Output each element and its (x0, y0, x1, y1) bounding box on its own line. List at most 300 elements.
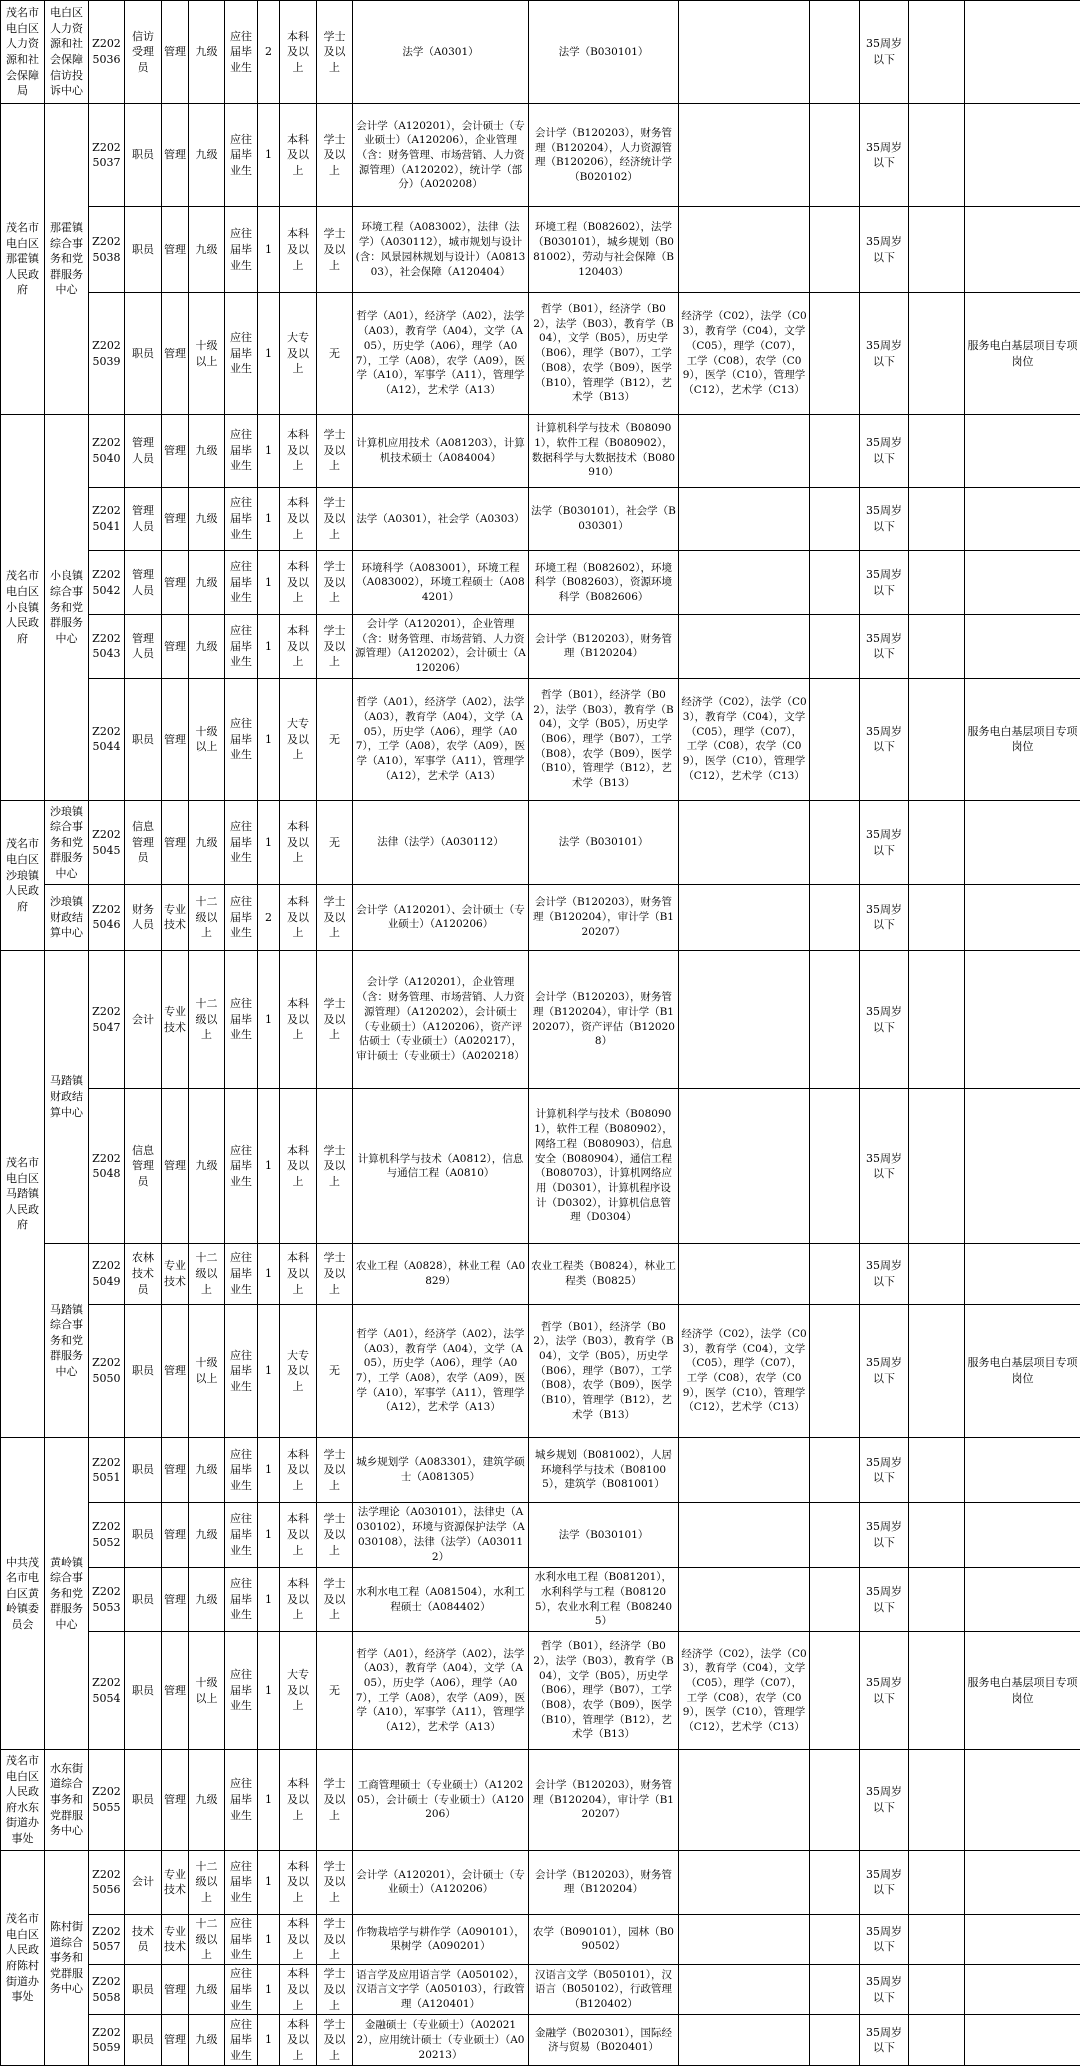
table-cell (810, 487, 860, 551)
table-cell (679, 2015, 810, 2066)
table-cell: 管理 (162, 551, 189, 615)
table-row (1, 1632, 1080, 1749)
table-cell: Z2025059 (89, 2015, 125, 2066)
table-cell: Z2025054 (89, 1632, 125, 1749)
table-cell (909, 293, 965, 414)
table-cell: 农业工程类（B0824），林业工程类（B0825） (529, 1244, 679, 1305)
table-cell (909, 1567, 965, 1632)
table-cell: 1 (258, 1304, 280, 1438)
table-cell: 环境工程（B082602），环境科学（B082603），资源环境科学（B082606） (529, 551, 679, 615)
table-cell: 金融学（B020301），国际经济与贸易（B020401） (529, 2015, 679, 2066)
table-cell: 会计学（A120201），企业管理（含：财务管理、市场营销、人力资源管理）（A120202），会计硕士（专业硕士）（A120206），资产评估硕士（专业硕士）（A020217），审计硕士（专业硕士）（A020218） (353, 950, 529, 1089)
table-cell: 1 (258, 1965, 280, 2015)
table-cell: 35周岁以下 (860, 414, 909, 487)
table-cell: 会计学（B120203），财务管理（B120204），审计学（B120207） (529, 885, 679, 951)
table-cell: 应往届毕业生 (225, 1304, 258, 1438)
table-cell: 学士及以上 (317, 414, 353, 487)
table-cell (965, 1438, 1080, 1503)
table-cell: 茂名市电白区那霍镇人民政府 (1, 104, 45, 415)
table-cell: 职员 (125, 1749, 162, 1850)
table-cell: 本科及以上 (280, 414, 317, 487)
table-cell: Z2025058 (89, 1965, 125, 2015)
table-row (1, 1965, 1080, 2015)
table-cell: 本科及以上 (280, 207, 317, 293)
table-cell: 35周岁以下 (860, 801, 909, 885)
table-cell: 环境科学（A083001），环境工程（A083002），环境工程硕士（A084201） (353, 551, 529, 615)
table-cell: 那霍镇综合事务和党群服务中心 (45, 104, 89, 415)
table-cell: 九级 (189, 1965, 225, 2015)
table-cell: 农业工程（A0828），林业工程（A0829） (353, 1244, 529, 1305)
table-cell (810, 1503, 860, 1568)
table-row (1, 1304, 1080, 1438)
table-cell: 35周岁以下 (860, 293, 909, 414)
table-cell: 35周岁以下 (860, 104, 909, 207)
table-cell (810, 1089, 860, 1244)
table-cell (679, 1438, 810, 1503)
table-cell: 应往届毕业生 (225, 885, 258, 951)
table-cell: 管理 (162, 104, 189, 207)
table-cell: 本科及以上 (280, 1, 317, 104)
table-cell: 无 (317, 678, 353, 800)
table-cell: 1 (258, 678, 280, 800)
table-cell: 应往届毕业生 (225, 207, 258, 293)
table-cell: 服务电白基层项目专项岗位 (965, 293, 1080, 414)
table-cell (810, 1244, 860, 1305)
table-cell (965, 1089, 1080, 1244)
table-cell (909, 1503, 965, 1568)
table-cell: 计算机科学与技术（A0812），信息与通信工程（A0810） (353, 1089, 529, 1244)
table-cell (679, 414, 810, 487)
table-cell: 1 (258, 1632, 280, 1749)
table-cell (810, 950, 860, 1089)
table-cell: 本科及以上 (280, 487, 317, 551)
table-cell: 会计学（A120201），会计硕士（专业硕士）（A120206），企业管理（含：财务管理、市场营销、人力资源管理）（A120202），统计学（部分）（A020208） (353, 104, 529, 207)
table-row (1, 614, 1080, 678)
table-cell: 1 (258, 1914, 280, 1964)
table-row (1, 1503, 1080, 1568)
table-cell: 本科及以上 (280, 1914, 317, 1964)
table-cell: 专业技术 (162, 950, 189, 1089)
table-cell: Z2025057 (89, 1914, 125, 1964)
table-cell (909, 2015, 965, 2066)
table-cell: 马踏镇财政结算中心 (45, 950, 89, 1243)
table-cell: 沙琅镇财政结算中心 (45, 885, 89, 951)
table-cell (965, 1244, 1080, 1305)
table-cell: 35周岁以下 (860, 1, 909, 104)
table-cell: 会计学（B120203），财务管理（B120204） (529, 1850, 679, 1914)
table-cell: 35周岁以下 (860, 1632, 909, 1749)
table-cell: 职员 (125, 104, 162, 207)
table-cell: 2 (258, 1, 280, 104)
table-cell: 学士及以上 (317, 487, 353, 551)
table-cell: Z2025042 (89, 551, 125, 615)
table-cell: 技术员 (125, 1914, 162, 1964)
table-cell (810, 1914, 860, 1964)
table-cell: 陈村街道综合事务和党群服务中心 (45, 1850, 89, 2065)
table-cell: 应往届毕业生 (225, 1438, 258, 1503)
table-row (1, 1438, 1080, 1503)
table-cell (679, 1965, 810, 2015)
table-cell (909, 1914, 965, 1964)
table-cell (679, 1089, 810, 1244)
table-cell: 汉语言文学（B050101），汉语言（B050102），行政管理（B120402） (529, 1965, 679, 2015)
table-cell: 1 (258, 950, 280, 1089)
table-cell: 会计 (125, 1850, 162, 1914)
table-cell: 管理 (162, 1438, 189, 1503)
table-cell (909, 551, 965, 615)
table-cell: 无 (317, 1304, 353, 1438)
table-cell: 35周岁以下 (860, 487, 909, 551)
table-cell: 应往届毕业生 (225, 1914, 258, 1964)
table-cell: 1 (258, 801, 280, 885)
table-cell: 法学（B030101），社会学（B030301） (529, 487, 679, 551)
table-cell (965, 1503, 1080, 1568)
table-cell: Z2025039 (89, 293, 125, 414)
table-row (1, 104, 1080, 207)
table-cell: 学士及以上 (317, 551, 353, 615)
table-cell: 学士及以上 (317, 1965, 353, 2015)
table-cell: 35周岁以下 (860, 551, 909, 615)
table-cell: 会计学（B120203），财务管理（B120204），审计学（B120207），资产评估（B120208） (529, 950, 679, 1089)
table-cell: 茂名市电白区小良镇人民政府 (1, 414, 45, 800)
table-cell: 九级 (189, 801, 225, 885)
table-cell: 学士及以上 (317, 1244, 353, 1305)
table-cell: 应往届毕业生 (225, 950, 258, 1089)
table-cell: 学士及以上 (317, 1749, 353, 1850)
table-cell: 茂名市电白区人民政府陈村街道办事处 (1, 1850, 45, 2065)
table-cell: Z2025043 (89, 614, 125, 678)
table-cell: 应往届毕业生 (225, 1632, 258, 1749)
table-cell (810, 414, 860, 487)
table-cell: 无 (317, 1632, 353, 1749)
table-cell (965, 487, 1080, 551)
table-cell (679, 1850, 810, 1914)
table-cell: 专业技术 (162, 1244, 189, 1305)
table-cell: 农林技术员 (125, 1244, 162, 1305)
table-cell: 应往届毕业生 (225, 2015, 258, 2066)
table-cell: 1 (258, 2015, 280, 2066)
table-cell: 计算机应用技术（A081203），计算机技术硕士（A084004） (353, 414, 529, 487)
table-cell: 马踏镇综合事务和党群服务中心 (45, 1244, 89, 1438)
table-cell (909, 614, 965, 678)
table-cell: 会计学（B120203），财务管理（B120204），审计学（B120207） (529, 1749, 679, 1850)
table-cell (810, 1438, 860, 1503)
table-cell: 应往届毕业生 (225, 551, 258, 615)
table-cell: 十二级以上 (189, 1850, 225, 1914)
table-cell: 经济学（C02），法学（C03），教育学（C04），文学（C05），理学（C07），工学（C08），农学（C09），医学（C10），管理学（C12），艺术学（C13） (679, 1304, 810, 1438)
table-cell (679, 1, 810, 104)
table-cell: 应往届毕业生 (225, 104, 258, 207)
table-cell: 茂名市电白区沙琅镇人民政府 (1, 801, 45, 951)
table-cell (679, 551, 810, 615)
table-cell (965, 551, 1080, 615)
table-row (1, 1, 1080, 104)
table-cell: 服务电白基层项目专项岗位 (965, 678, 1080, 800)
table-cell: 茂名市电白区人民政府水东街道办事处 (1, 1749, 45, 1850)
table-cell: Z2025044 (89, 678, 125, 800)
table-cell: 1 (258, 293, 280, 414)
table-cell (909, 487, 965, 551)
table-cell: 学士及以上 (317, 885, 353, 951)
table-cell: 35周岁以下 (860, 1749, 909, 1850)
table-cell: 大专及以上 (280, 1304, 317, 1438)
table-cell (909, 207, 965, 293)
table-cell (679, 801, 810, 885)
table-cell: 九级 (189, 1089, 225, 1244)
table-row (1, 950, 1080, 1089)
table-cell: 35周岁以下 (860, 885, 909, 951)
table-row (1, 885, 1080, 951)
table-row (1, 1914, 1080, 1964)
table-cell: 35周岁以下 (860, 1503, 909, 1568)
table-cell (909, 1850, 965, 1914)
table-cell: 管理 (162, 1089, 189, 1244)
table-cell (909, 104, 965, 207)
table-row (1, 293, 1080, 414)
table-cell (679, 1503, 810, 1568)
table-cell: 35周岁以下 (860, 2015, 909, 2066)
table-cell: 信访受理员 (125, 1, 162, 104)
table-cell (679, 1244, 810, 1305)
table-cell: 1 (258, 551, 280, 615)
table-cell: 法学（B030101） (529, 1, 679, 104)
table-cell: Z2025046 (89, 885, 125, 951)
table-cell: 计算机科学与技术（B080901），软件工程（B080902），网络工程（B080903），信息安全（B080904），通信工程（B080703），计算机网络应用（D0301），计算机程序设计（D0302），计算机信息管理（D0304） (529, 1089, 679, 1244)
table-cell: 管理 (162, 487, 189, 551)
table-cell (965, 1914, 1080, 1964)
table-cell: 35周岁以下 (860, 207, 909, 293)
table-cell (679, 104, 810, 207)
table-cell: 1 (258, 1567, 280, 1632)
table-cell: 35周岁以下 (860, 1089, 909, 1244)
table-cell: 管理 (162, 414, 189, 487)
table-cell: 35周岁以下 (860, 614, 909, 678)
table-cell: 职员 (125, 2015, 162, 2066)
table-cell: 学士及以上 (317, 207, 353, 293)
table-cell (679, 1749, 810, 1850)
table-cell: Z2025053 (89, 1567, 125, 1632)
table-cell (810, 104, 860, 207)
table-cell (810, 1632, 860, 1749)
table-cell (810, 1567, 860, 1632)
table-cell: 管理 (162, 678, 189, 800)
table-cell: 本科及以上 (280, 2015, 317, 2066)
table-cell: 1 (258, 1749, 280, 1850)
table-cell: 九级 (189, 487, 225, 551)
table-cell: 管理 (162, 1, 189, 104)
table-cell (909, 678, 965, 800)
table-cell: 专业技术 (162, 1850, 189, 1914)
table-cell: Z2025045 (89, 801, 125, 885)
table-cell: 本科及以上 (280, 1749, 317, 1850)
table-cell (810, 207, 860, 293)
table-cell: 专业技术 (162, 885, 189, 951)
table-cell: 学士及以上 (317, 1089, 353, 1244)
table-cell: 计算机科学与技术（B080901），软件工程（B080902），数据科学与大数据技术（B080910） (529, 414, 679, 487)
table-cell: 十二级以上 (189, 950, 225, 1089)
table-cell (965, 1567, 1080, 1632)
table-cell: 管理人员 (125, 614, 162, 678)
table-cell (810, 1304, 860, 1438)
table-cell: 九级 (189, 1438, 225, 1503)
table-cell: 管理 (162, 1965, 189, 2015)
table-cell: 会计学（A120201），企业管理（含：财务管理、市场营销、人力资源管理）（A120202），会计硕士（A120206） (353, 614, 529, 678)
table-cell: Z2025038 (89, 207, 125, 293)
table-cell: 九级 (189, 2015, 225, 2066)
table-cell (679, 487, 810, 551)
table-row (1, 1244, 1080, 1305)
table-cell: 大专及以上 (280, 678, 317, 800)
table-cell: 管理 (162, 1304, 189, 1438)
table-cell: 本科及以上 (280, 1965, 317, 2015)
table-cell: 1 (258, 1244, 280, 1305)
table-cell: 十级以上 (189, 293, 225, 414)
table-cell: 管理 (162, 1567, 189, 1632)
table-cell (965, 1749, 1080, 1850)
table-cell (810, 293, 860, 414)
table-cell: 法学（A0301） (353, 1, 529, 104)
table-cell: 学士及以上 (317, 1914, 353, 1964)
table-cell (965, 1850, 1080, 1914)
table-cell: 职员 (125, 1567, 162, 1632)
table-cell: 学士及以上 (317, 2015, 353, 2066)
table-cell: 小良镇综合事务和党群服务中心 (45, 414, 89, 800)
table-cell (909, 1749, 965, 1850)
table-row (1, 207, 1080, 293)
table-cell: 应往届毕业生 (225, 1503, 258, 1568)
table-cell: 管理人员 (125, 551, 162, 615)
table-cell (909, 1, 965, 104)
table-cell: 职员 (125, 1304, 162, 1438)
table-cell: 本科及以上 (280, 950, 317, 1089)
table-cell: 应往届毕业生 (225, 1089, 258, 1244)
table-cell: 35周岁以下 (860, 1567, 909, 1632)
table-cell: Z2025056 (89, 1850, 125, 1914)
table-cell (810, 1749, 860, 1850)
table-cell: 本科及以上 (280, 1503, 317, 1568)
table-cell: 十级以上 (189, 1304, 225, 1438)
table-cell: 哲学（B01），经济学（B02），法学（B03），教育学（B04），文学（B05），历史学（B06），理学（B07），工学（B08），农学（B09），医学（B10），管理学（B12），艺术学（B13） (529, 678, 679, 800)
table-cell (679, 1914, 810, 1964)
table-cell: 环境工程（B082602），法学（B030101），城乡规划（B081002），劳动与社会保障（B120403） (529, 207, 679, 293)
table-cell: 金融硕士（专业硕士）（A020212），应用统计硕士（专业硕士）（A020213） (353, 2015, 529, 2066)
table-cell (965, 104, 1080, 207)
table-cell: 经济学（C02），法学（C03），教育学（C04），文学（C05），理学（C07），工学（C08），农学（C09），医学（C10），管理学（C12），艺术学（C13） (679, 678, 810, 800)
table-cell: Z2025048 (89, 1089, 125, 1244)
table-cell: 茂名市电白区人力资源和社会保障局 (1, 1, 45, 104)
table-cell: Z2025052 (89, 1503, 125, 1568)
table-cell: 学士及以上 (317, 1, 353, 104)
table-row (1, 1749, 1080, 1850)
table-cell: 本科及以上 (280, 551, 317, 615)
table-cell (965, 950, 1080, 1089)
table-cell: 35周岁以下 (860, 1850, 909, 1914)
table-cell: 管理 (162, 2015, 189, 2066)
table-cell (909, 801, 965, 885)
table-cell: 九级 (189, 614, 225, 678)
table-cell: 电白区人力资源和社会保障信访投诉中心 (45, 1, 89, 104)
table-cell: 专业技术 (162, 1914, 189, 1964)
table-cell: 农学（B090101），园林（B090502） (529, 1914, 679, 1964)
table-cell: 服务电白基层项目专项岗位 (965, 1304, 1080, 1438)
table-cell (810, 678, 860, 800)
table-cell: 管理 (162, 1632, 189, 1749)
table-cell: 管理人员 (125, 414, 162, 487)
table-row (1, 801, 1080, 885)
table-cell: 城乡规划学（A083301），建筑学硕士（A081305） (353, 1438, 529, 1503)
table-cell: 沙琅镇综合事务和党群服务中心 (45, 801, 89, 885)
table-cell: 无 (317, 293, 353, 414)
table-cell: 1 (258, 487, 280, 551)
table-cell: 法学（B030101） (529, 801, 679, 885)
table-cell: 服务电白基层项目专项岗位 (965, 1632, 1080, 1749)
table-cell: 经济学（C02），法学（C03），教育学（C04），文学（C05），理学（C07），工学（C08），农学（C09），医学（C10），管理学（C12），艺术学（C13） (679, 293, 810, 414)
table-cell: 法学（B030101） (529, 1503, 679, 1568)
table-cell: 1 (258, 1089, 280, 1244)
table-cell: 管理 (162, 293, 189, 414)
table-body (1, 1, 1080, 2066)
table-cell: 职员 (125, 293, 162, 414)
table-cell (810, 1850, 860, 1914)
table-cell: 学士及以上 (317, 1850, 353, 1914)
table-cell: 学士及以上 (317, 1503, 353, 1568)
table-cell (909, 950, 965, 1089)
table-cell: 九级 (189, 551, 225, 615)
table-cell: 会计学（A120201），会计硕士（专业硕士）（A120206） (353, 1850, 529, 1914)
table-cell: 1 (258, 104, 280, 207)
table-cell: 法律（法学）（A030112） (353, 801, 529, 885)
table-cell: 本科及以上 (280, 1089, 317, 1244)
table-row (1, 551, 1080, 615)
table-cell: Z2025050 (89, 1304, 125, 1438)
table-cell: 学士及以上 (317, 1438, 353, 1503)
table-cell: 财务人员 (125, 885, 162, 951)
table-cell: Z2025049 (89, 1244, 125, 1305)
table-cell: 会计 (125, 950, 162, 1089)
table-row (1, 487, 1080, 551)
table-cell: 九级 (189, 1567, 225, 1632)
table-cell: 会计学（A120201）、会计硕士（专业硕士）（A120206） (353, 885, 529, 951)
table-cell: 哲学（A01），经济学（A02），法学（A03），教育学（A04），文学（A05），历史学（A06），理学（A07），工学（A08），农学（A09），医学（A10），军事学（A11），管理学（A12），艺术学（A13） (353, 1304, 529, 1438)
table-cell (965, 614, 1080, 678)
table-cell (679, 614, 810, 678)
table-cell: 本科及以上 (280, 1850, 317, 1914)
table-cell: 本科及以上 (280, 104, 317, 207)
table-cell (679, 1567, 810, 1632)
table-cell: 九级 (189, 1, 225, 104)
table-cell: 会计学（B120203），财务管理（B120204），人力资源管理（B120206），经济统计学（B020102） (529, 104, 679, 207)
table-cell: 九级 (189, 1503, 225, 1568)
table-row (1, 678, 1080, 800)
table-cell: 应往届毕业生 (225, 614, 258, 678)
table-cell: 应往届毕业生 (225, 801, 258, 885)
table-cell: 应往届毕业生 (225, 678, 258, 800)
table-cell (965, 2015, 1080, 2066)
table-cell (810, 2015, 860, 2066)
table-cell: Z2025037 (89, 104, 125, 207)
table-cell: 应往届毕业生 (225, 1850, 258, 1914)
table-cell: 本科及以上 (280, 614, 317, 678)
table-cell: 1 (258, 1850, 280, 1914)
table-cell (909, 1244, 965, 1305)
table-cell: 应往届毕业生 (225, 1749, 258, 1850)
table-cell: 城乡规划（B081002），人居环境科学与技术（B081005），建筑学（B081001） (529, 1438, 679, 1503)
table-row (1, 1850, 1080, 1914)
table-cell (909, 1438, 965, 1503)
table-cell: 职员 (125, 1632, 162, 1749)
table-cell: 无 (317, 801, 353, 885)
table-cell: 35周岁以下 (860, 1304, 909, 1438)
